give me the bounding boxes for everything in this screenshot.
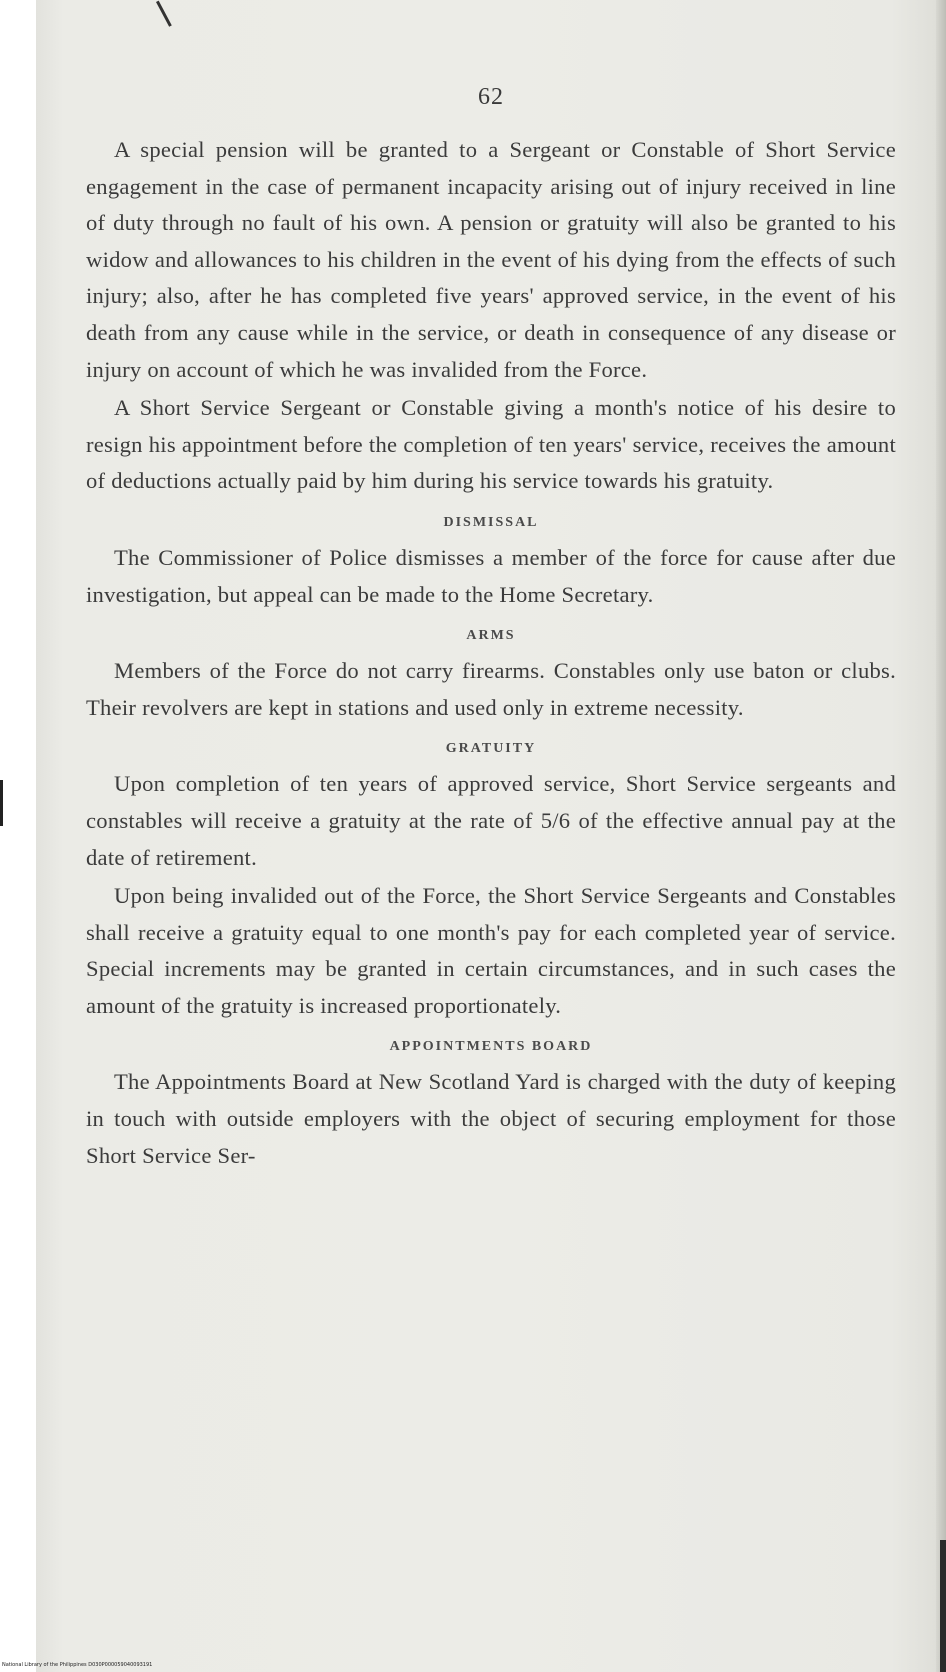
paragraph-resignation-notice: A Short Service Sergeant or Constable giving a month's notice of his desire to resign his appointment before the completion of ten years' service, receives the amount of deductions actually paid by him during his service towards his gratuity.: [86, 395, 896, 494]
page-right-edge-shadow: [936, 0, 946, 1672]
heading-gratuity: GRATUITY: [445, 741, 537, 757]
paragraph-appointments-board: The Appointments Board at New Scotland Yard is charged with the duty of keeping in touch with outside employers with the object of securing employment for those Short Service Ser-: [86, 1069, 896, 1168]
paragraph-gratuity-completion: Upon completion of ten years of approved service, Short Service sergeants and constables will receive a gratuity at the rate of 5/6 of the effective annual pay at the date of retirement.: [86, 771, 896, 870]
paragraph-special-pension: A special pension will be granted to a Sergeant or Constable of Short Service engagement in the case of permanent incapacity arising out of injury received in line of duty through no fault of his own. A pension or gratuity will also be granted to his widow and allowances to his children in the event of his dying from the effects of such injury; also, after he has completed five years' approved service, in the event of his death from any cause while in the service, or death in consequence of any disease or injury on account of which he was invalided from the Force.: [86, 137, 896, 382]
scan-margin-mark: [0, 780, 3, 826]
scanned-page: [36, 0, 946, 1672]
scan-scratch-mark: [156, 1, 172, 27]
paragraph-gratuity-invalided: Upon being invalided out of the Force, the Short Service Sergeants and Constables shall receive a gratuity equal to one month's pay for each completed year of service. Special increments may be granted in certain circumstances, and in such cases the amount of the gratuity is increased proportionately.: [86, 883, 896, 1018]
paragraph-dismissal: The Commissioner of Police dismisses a member of the force for cause after due investigation, but appeal can be made to the Home Secretary.: [86, 544, 896, 607]
body-text: [86, 132, 896, 1174]
heading-dismissal: DISMISSAL: [443, 514, 539, 530]
page-binding-edge: [940, 1540, 946, 1672]
scan-credit-footer: National Library of the Philippines D030P000059040093191: [2, 1662, 153, 1668]
page-number: 62: [478, 84, 504, 110]
paragraph-arms: Members of the Force do not carry firearms. Constables only use baton or clubs. Their revolvers are kept in stations and used only in extreme necessity.: [86, 658, 896, 720]
heading-appointments-board: APPOINTMENTS BOARD: [389, 1039, 593, 1055]
heading-arms: ARMS: [466, 628, 516, 644]
